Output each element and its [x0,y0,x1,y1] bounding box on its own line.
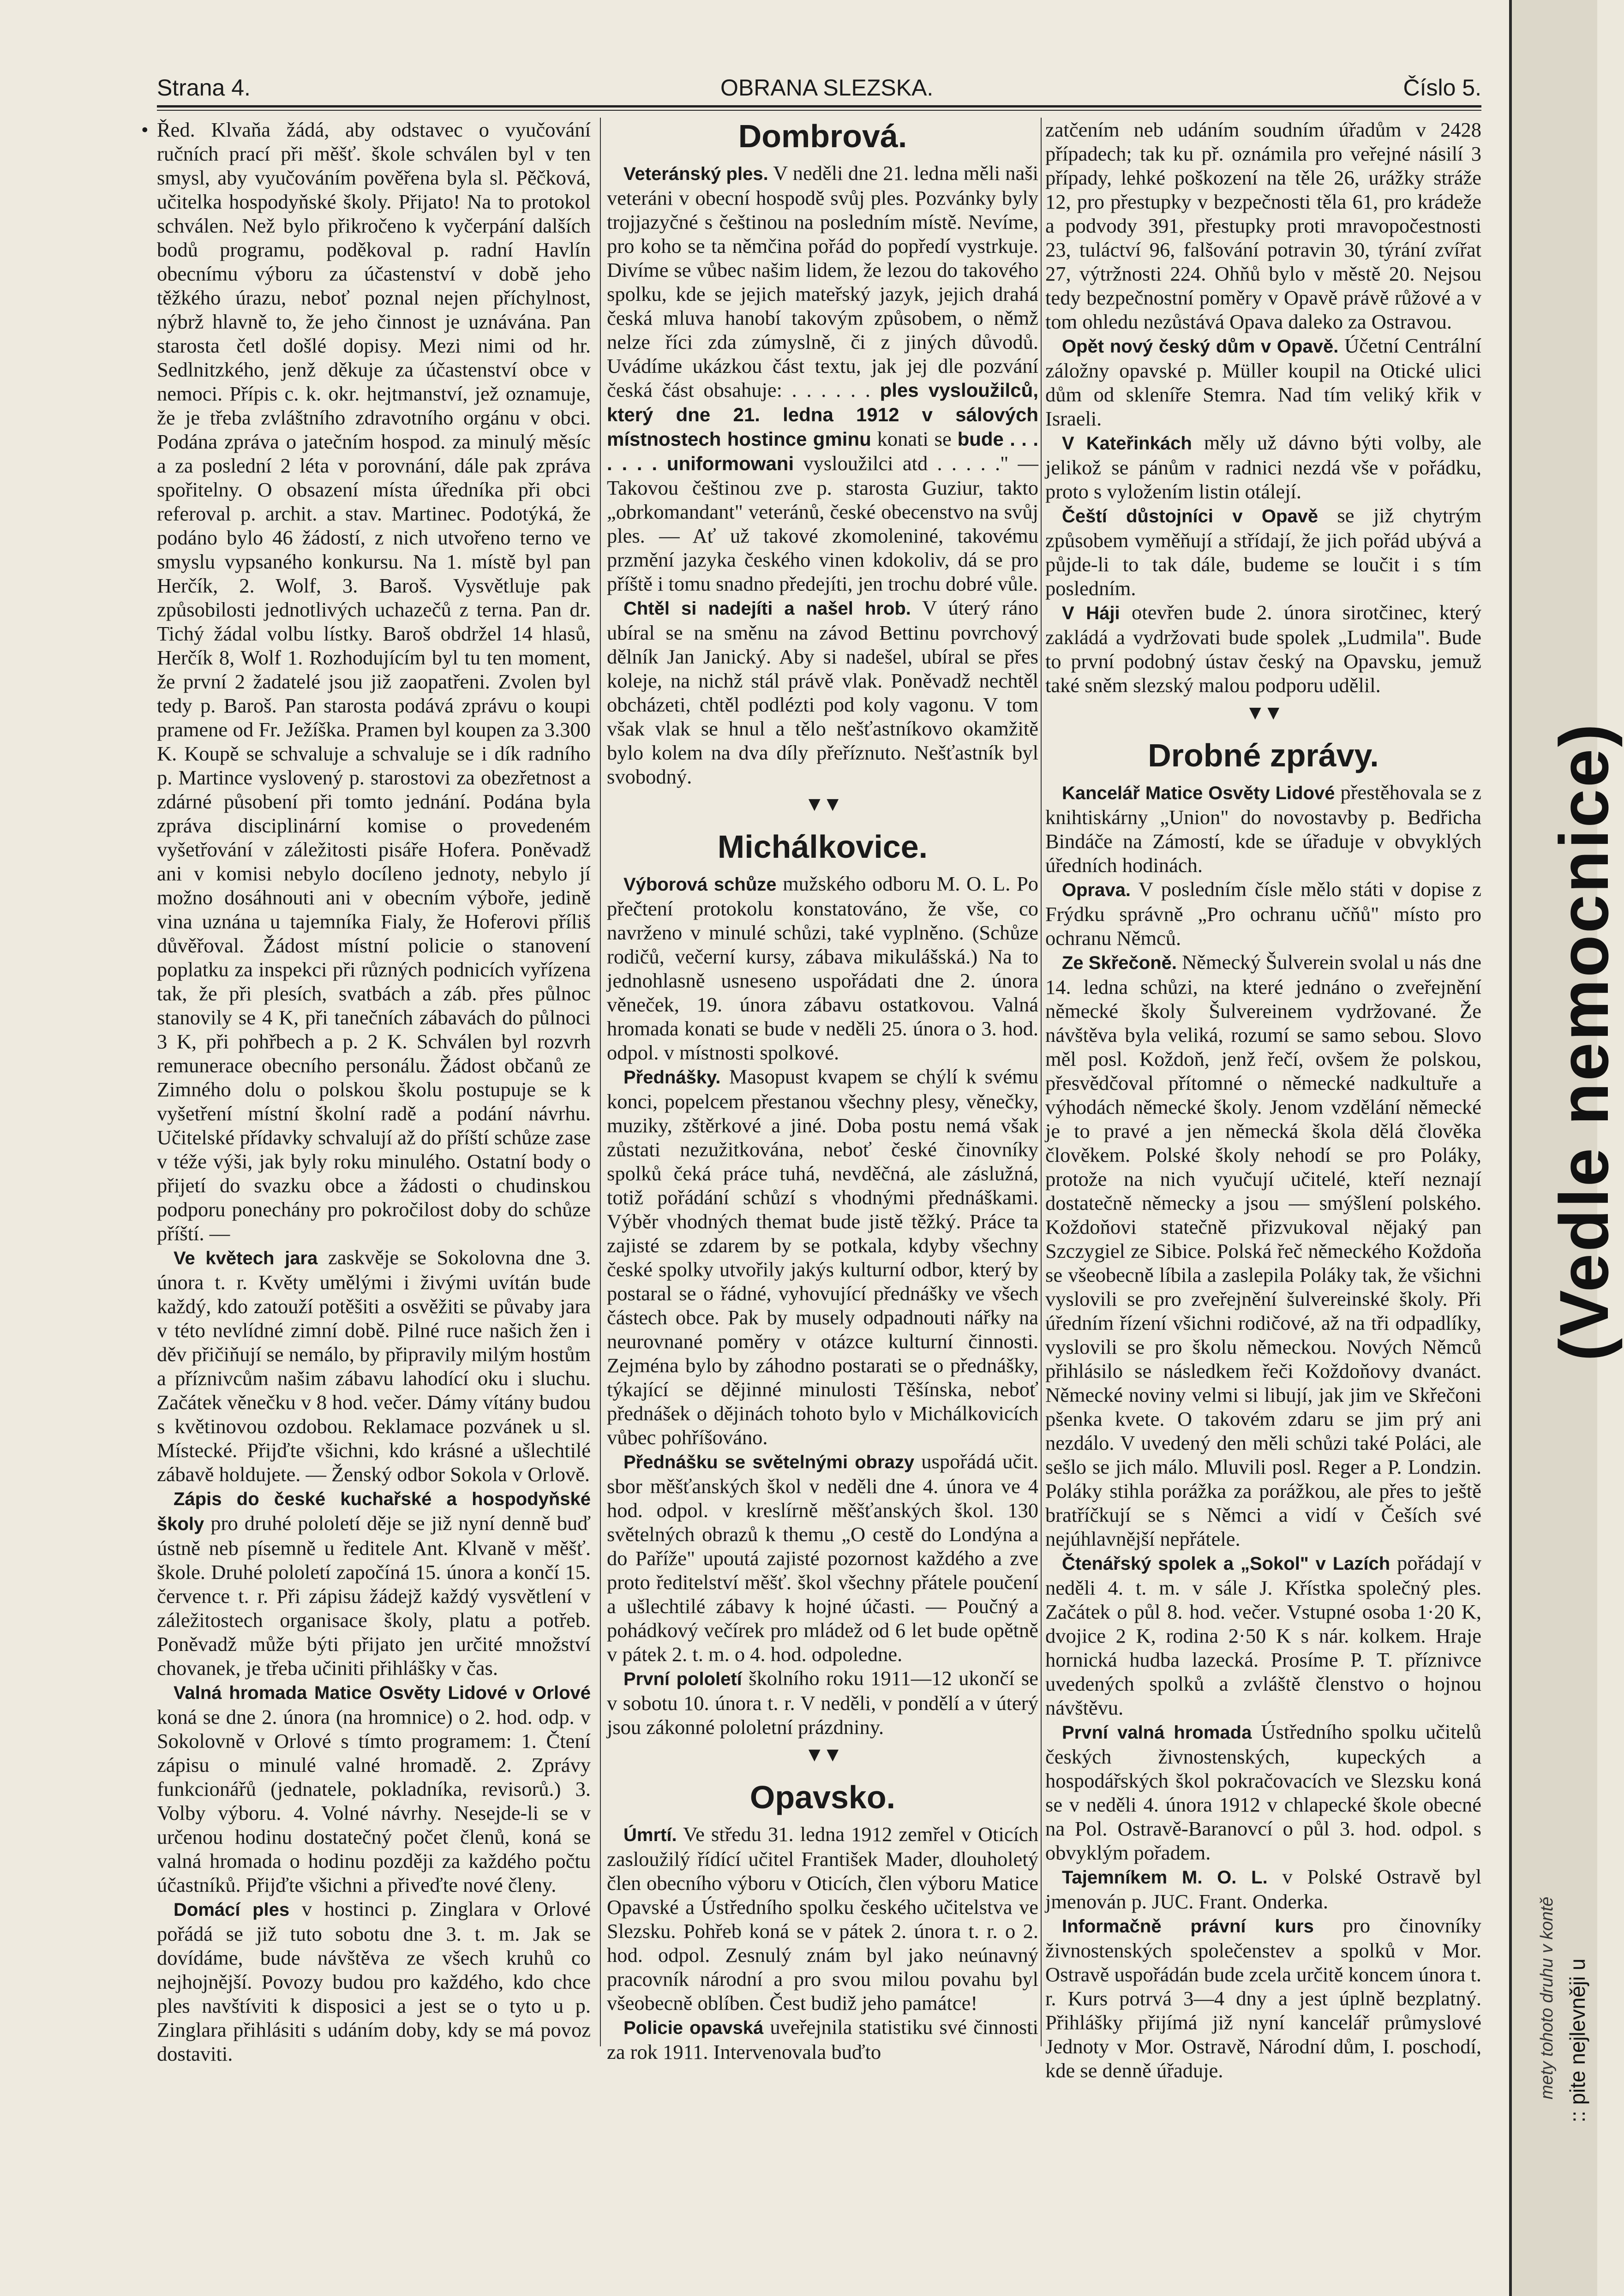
paragraph-text: otevřen bude 2. února sirotčinec, který zakládá a vydržovati bude spolek „Ludmila". Bude to první podobný ústav český na Opavsku, jemuž také sněm slezský malou podporu udělil. [1045,601,1482,697]
paragraph-skrecon [1045,950,1481,1551]
paragraph-committee [607,872,1038,1064]
article-orlova-council [141,118,591,1245]
ornament-divider: ▼▼ [804,1743,841,1766]
paragraph-text: v Polské Ostravě byl jmenován p. JUC. Frant. Onderka. [1045,1865,1481,1913]
paragraph-text: uspořádá učit. sbor měšťanských škol v neděli dne 4. února ve 4 hod. odpol. v kreslírně měšťanských škol. 130 světelných obrazů k themu „O cestě do Londýna a do Paříže" upoutá zajisté pozornost každého a zve proto ředitelství měšť. škol všechny přátele poučení a ušlechtilé zábavy k hojné účasti. — Poučný a pohádkový večírek pro mládež od 6 let bude opětně v pátek 2. t. m. o 4. hod. odpoledne. [607,1450,1038,1666]
column-divider-1 [600,118,601,2046]
paragraph-general-meeting [157,1680,591,1897]
section-heading-short-news: Drobné zprávy. [1148,737,1379,773]
page-number-label: Strana 4. [157,75,251,101]
paragraph-text: pořádají v neděli 4. t. m. v sále J. Křístka společný ples. Začátek o půl 8. hod. večer. Vstupné osoba 1·20 K, dvojice 2 K, rodina 2·50 K s nár. kolkem. Hraje hornická hudba lazecká. Prosíme P. T. příznivce uvedených spolků a zvláště členstvo o hojnou návštěvu. [1045,1551,1481,1719]
paragraph-text: zaskvěje se Sokolovna dne 3. února t. r. Květy umělými i živými uvítán bude každý, kdo zatouží potěšiti a osvěžiti se půvaby jara v této nevlídné zimní době. Pilné ruce našich žen i děv přičiňují se nemálo, by připravily milým hostům a příznivcům našim zábavu lahodící oku i sluchu. Začátek věnečku v 8 hod. večer. Dámy vítány budou s květinovou ozdobou. Reklamace pozvánek u sl. Místecké. Přijďte všichni, kdo krásné a ušlechtilé zábavě holdujete. — Ženský odbor Sokola v Orlově. [157,1246,591,1486]
paragraph-text: Ústředního spolku učitelů českých živnostenských, kupeckých a hospodářských škol pokračovacích ve Slezsku koná se v neděli 4. února 1912 v chlapecké škole obecné na Pol. Ostravě-Baranovcí o půl 3. hod. odpol. s obvyklým pořadem. [1045,1720,1481,1864]
paragraph-slide-lecture [607,1449,1038,1666]
paragraph-text: V posledním čísle mělo státi v dopise z Frýdku správně „Pro ochranu učňů" místo pro ochranu Němců. [1045,878,1481,950]
paragraph-katerinky [1045,430,1481,503]
paragraph-text: Masopust kvapem se chýlí k svému konci, popelcem přestanou všechny plesy, věnečky, muziky, zštěrkové a jiné. Doba postu nemá však zůstati nezužitkována, neboť české činovníky spolků čeká práce tuhá, nevděčná, ale záslužná, totiž pořádání schůzí s vhodnými přednáškami. Výběr vhodných themat bude jistě těžký. Práce ta zajisté se zdarem by se potkala, kdyby všechny české spolky utvořily jakýs kulturní odbor, který by postaral se o řádné, vyhovující přednášky ve všech částech obce. Pak by musely odpadnouti nářky na neurovnané poměry v otázce kulturní činnosti. Zejména bylo by záhodno postarati se o přednášky, týkající se dějinné minulosti Těšínska, neboť přednášek o dějinách tohoto bylo v Michálkovicích vůbec pohříšováno. [607,1065,1038,1449]
lead-heading: Informačně právní kurs [1062,1916,1314,1937]
paragraph-new-czech-house [1045,334,1481,430]
paragraph-police-continued: zatčením neb udáním soudním úřadům v 2428 případech; tak ku př. oznámila pro veřejné násilí 3 případy, lehké poškození na těle 26, urážky stráže 12, pro přestupky v bezpečnosti těla 61, pro krádeže a podvody 391, přestupky proti mravopočestnosti 23, tuláctví 96, falšování potravin 30, týrání zvířat 27, výtržnosti 224. Ohňů bylo v městě 20. Nejsou tedy bezpečnostní poměry v Opavě právě růžové a v tom ohledu nezůstává Opava daleko za Ostravou. [1045,118,1481,333]
quoted-bold-text: ples vysloužilců, který dne 21. ledna 1912 v sálových místnostech hostince gminu [607,379,1038,450]
paragraph-czech-officers [1045,503,1481,600]
paragraph-veteran-ball [607,161,1038,596]
header-rule [157,105,1481,108]
paragraph-text: v hostinci p. Zinglara v Orlové pořádá se již tuto sobotu dne 3. t. m. Jak se dovídáme, bude návštěva ze všech kruhů co nejhojnější. Povozy budou pro každého, kdo chce ples navštíviti k disposici a jest se o tyto u p. Zinglara přihlásiti s udáním doby, kdy se má povoz dostaviti. [157,1897,591,2065]
strip-advert-text: (Vedle nemocnice) [1545,722,1623,1361]
bullet-mark: • [141,118,149,141]
lead-heading: V Háji [1062,603,1120,623]
paragraph-obituary [607,1822,1038,2015]
paragraph-text: konati se [871,427,958,450]
lead-heading: Ze Skřečoně. [1062,953,1177,973]
paragraph: Řed. Klvaňa žádá, aby odstavec o vyučování ručních prací při měšť. škole schválen byl v ten smysl, aby vyučováním pověřena byla sl. Pěčková, učitelka hospodyňské školy. Přijato! Na to protokol schválen. Než bylo přikročeno k vyčerpání dalších bodů programu, poděkoval p. radní Havlín obecnímu výboru za účastenství v době jeho těžkého úrazu, neboť poznal nejen příchylnost, nýbrž hlavně to, že jeho činnost je uznávána. Pan starosta četl došlé dopisy. Mezi nimi od hr. Sedlnitzkého, jenž děkuje za účastenství obce v nemoci. Přípis c. k. okr. hejtmanství, jež oznamuje, že je třeba zvláštního zdravotního orgánu v obci. Podána zpráva o jatečním hospod. za minulý měsíc a za poslední 2 léta v porovnání, dále pak zpráva spořitelny. O obsazení místa úředníka při obci referoval p. archit. a stav. Martinec. Podotýká, že podáno bylo 46 žádostí, z nich utvořeno terno ve smyslu vypsaného konkursu. Na 1. místě byl pan Herčík, 2. Wolf, 3. Baroš. Vysvětluje pak způsobilosti jednotlivých uchazečů z terna. Pan dr. Tichý žádal volbu lístky. Baroš obdržel 14 hlasů, Herčík 8, Wolf 1. Rozhodujícím byl tu ten moment, že první 2 žadatelé jsou již zaopatřeni. Zvolen byl tedy p. Baroš. Pan starosta podává zprávu o koupi pramene od Fr. Ježíška. Pramen byl koupen za 3.300 K. Koupě se schvaluje a schvaluje se i dík radního p. Martince vyslovený p. starostovi za obezřetnost a zdárné působení při tomto jednání. Podána byla zpráva disciplinární komise o provedeném vyšetřování v záležitosti pisáře Hofera. Poněvadž ani v komisi nebylo docíleno jednoty, nebylo jí možno dosáhnouti ani v obecním výboře, jedině vina uznána u tajemníka Fialy, že Hoferovi příliš důvěřoval. Žádost místní policie o stanovení poplatku za inspekci při různých podnicích vyřízena tak, že při plesích, svatbách a záb. přes půlnoc stanovily se 4 K, při tanečních zábavách do půlnoci 3 K, při pohřbech a p. 2 K. Schválen byl rozvrh remunerace obecního personálu. Žádost občanů ze Zimného dolu o polskou školu postupuje se k vyšetření místní školní radě a podání návrhu. Učitelské přídavky schvalují až do příští schůze zase v téže výši, jak byly roku minulého. Ostatní body o přijetí do svazku obce a žádosti o chudinskou podporu ponechány pro pokročilost doby do schůze příští. — [157,118,591,1245]
column-3 [1045,118,1482,2082]
paragraph-text: uveřejnila statistiku své činnosti za rok 1911. Intervenovala buďto [607,2015,1038,2063]
paragraph-cooking-school [157,1486,591,1680]
lead-heading: Přednášky. [623,1067,721,1088]
paragraph-teachers-meeting [1045,1720,1481,1865]
lead-heading: Výborová schůze [623,874,777,895]
section-heading-dombrova: Dombrová. [738,118,907,154]
page-header [157,69,1481,106]
lead-heading: Chtěl si nadejíti a našel hrob. [623,598,911,619]
paragraph-text: měly už dávno býti volby, ale jelikož se pánům v radnici nezdá vše v pořádku, proto s vyložením listin otálejí. [1045,431,1481,503]
paragraph-text: přestěhovala se z knihtiskárny „Union" do novostavby p. Bedřicha Bindáče na Zámostí, kde se úřaduje v obvyklých úředních hodinách. [1045,781,1481,877]
lead-heading: Přednášku se světelnými obrazy [623,1452,915,1472]
paragraph-office-move [1045,780,1481,877]
paragraph-text: pro druhé pololetí děje se již nyní denně buď ústně neb písemně u ředitele Ant. Klvaně v měšť. škole. Druhé pololetí započíná 15. února a končí 15. července t. r. Při zápisu žádejž každý vysvětlení v záležitostech organisace školy, platu a potřeb. Poněvadž může býti přijato jen určité množství chovanek, je třeba učiniti přihlášky v čas. [157,1512,591,1680]
lead-heading: Úmrtí. [623,1825,677,1845]
paragraph-text: se již chytrým způsobem vyměňují a střídají, že jich pořád ubývá a půjde-li to tak dále, budeme se loučit i s tím posledním. [1045,504,1481,600]
lead-heading: Čeští důstojníci v Opavě [1062,506,1318,526]
paragraph-legal-course [1045,1913,1481,2082]
paragraph-text: V úterý ráno ubíral se na směnu na závod Bettinu povrchový dělník Jan Janický. Aby si nadešel, ubíral se přes koleje, na nichž stál právě vlak. Poněvadž nechtěl obcházeti, chtěl podlézti pod koly vagonu. V tom však vlak se hnul a tělo nešťastníkovo okamžitě bylo kolem na dva díly přeříznuto. Nešťastník byl svobodný. [607,596,1038,788]
paragraph-haj-orphanage [1045,600,1481,697]
paragraph-text: mužského odboru M. O. L. Po přečtení protokolu konstatováno, že vše, co navrženo v minulé schůzi, také vyplněno. (Schůze rodičů, večerní kursy, zábava mikulášská.) Na to jednohlasně usneseno uspořádati dne 2. února věneček, 19. února zábavu ostatkovou. Valná hromada konati se bude v neděli 25. února o 3. hod. odpol. v místnosti spolkové. [607,872,1038,1064]
paragraph-first-semester [607,1666,1038,1739]
paragraph-home-ball [157,1897,591,2066]
paragraph-correction [1045,877,1481,950]
lead-heading: Zápis do české kuchařské a hospodyňské školy [157,1489,591,1534]
newspaper-title: OBRANA SLEZSKA. [720,75,934,101]
paragraph-secretary [1045,1865,1481,1913]
lead-heading: Opět nový český dům v Opavě. [1062,336,1339,357]
paragraph-text: pro činovníky živnostenských společenstev a spolků v Mor. Ostravě uspořádán bude zcela určitě koncem února t. r. Kurs potrvá 3—4 dny a jest úplně bezplatný. Přihlášky přijímá již nyní kancelář průmyslové Jednoty v Mor. Ostravě, Národní dům, I. poschodí, kde se denně úřaduje. [1045,1914,1481,2082]
lead-heading: Policie opavská [623,2018,764,2038]
paragraph-text: V neděli dne 21. ledna měli naši veteráni v obecní hospodě svůj ples. Pozvánky byly trojjazyčné s češtinou na posledním místě. Nevíme, pro koho se ta němčina pořád do popředí vystrkuje. Divíme se vůbec našim lidem, že lezou do takového spolku, kde se jejich mateřský jazyk, jejich drahá česká mluva hanobí takovým způsobem, o němž nelze říci zda zúmyslně, či z jiných důvodů. Uvádíme ukázkou část textu, jak jej dle pozvání česká část obsahuje: . . . . . . [607,161,1038,401]
lead-heading: Tajemníkem M. O. L. [1062,1867,1268,1888]
ornament-divider: ▼▼ [804,793,841,815]
lead-heading: Valná hromada Matice Osvěty Lidové v Orlové [174,1683,591,1703]
lead-heading: Ve květech jara [174,1248,318,1268]
section-heading-michalkovice: Michálkovice. [717,829,928,865]
paragraph-railway-accident [607,596,1038,789]
paragraph-text: vysloužilci atd . . . . ." — Takovou češtinou zve p. starosta Guziur, takto „obrkomandant" veteránů, české obecenstvo na svůj ples. — Ať už takové zkomoleniné, takovému przmění jazyka českého vinen kdokoliv, dá se pro příště i tomu snadno předejíti, jen trochu dobré vůle. [607,452,1038,595]
quoted-bold-text: bude . . . . . . . uniformowani [607,428,1038,474]
strip-advert-text-2: mety tohoto druhu v kontě [1537,1896,1557,2099]
lead-heading: Čtenářský spolek a „Sokol" v Lazích [1062,1554,1390,1574]
paragraph-lazy-ball [1045,1551,1481,1720]
adjacent-page-strip [1509,0,1623,2296]
paragraph-text: školního roku 1911—12 ukončí se v sobotu 10. února t. r. V neděli, v pondělí a v úterý jsou zákonné pololetní prázdniny. [607,1667,1038,1739]
lead-heading: Veteránský ples. [623,164,768,184]
lead-heading: V Kateřinkách [1062,433,1192,454]
issue-number-label: Číslo 5. [1403,75,1481,101]
column-divider-2 [1041,118,1042,2046]
paragraph-text: koná se dne 2. února (na hromnice) o 2. hod. odp. v Sokolovně v Orlové s tímto programem: 1. Čtení zápisu o minulé valné hromadě. 2. Zprávy funkcionářů (jednatele, pokladníka, revisorů.) 3. Volby výboru. 4. Volné návrhy. Nesejde-li se v určenou hodinu dostatečný počet členů, koná se valná hromada o hodinu později za každého počtu účastníků. Přijďte všichni a přiveďte nové členy. [157,1705,591,1896]
header-rule-thin [157,110,1481,111]
paragraph-text: Německý Šulverein svolal u nás dne 14. ledna schůzi, na které jednáno o zveřejnění německé školy Šulvereinem vydržované. Že návštěva byla veliká, rozumí se samo sebou. Slovo měl posl. Koždoň, jenž řečí, ovšem že polskou, přesvědčoval přítomné o německé nadkultuře a výhodách německé školy. Jenom vzdělání německé je to pravé a jen německá škola dělá člověka člověkem. Polské školy nehodí se pro Poláky, protože na nich vyučují učitelé, kteří neznají dostatečně německy a jsou — smýšlení polského. Koždoňovi statečně přizvukoval nějaký pan Szczygiel ze Sibice. Polská řeč německého Koždoňa se všeobecně líbila a zaslepila Poláky tak, že všichni vyslovili se pro zveřejnění šulvereinské školy. Při úředním řízení všichni rodičové, až na tři odpadlíky, vyslovili se pro školu německou. Nových Němců přihlásilo se následkem řeči Koždoňovy dvanáct. Německé noviny velmi si libují, jak jim ve Skřečoni pšenka kvete. O takovém zdaru se jim prý ani nezdálo. V uvedený den měli schůzi také Poláci, ale sešlo se jich málo. Mluvili posl. Reger a P. Londzin. Poláky stihla porážka za porážkou, ale přes to ještě bratříčkují se s Němci a vidí v Češích své nejúhlavnější nepřátele. [1045,951,1481,1550]
lead-heading: První pololetí [623,1669,742,1689]
lead-heading: První valná hromada [1062,1722,1252,1743]
paragraph-lectures [607,1064,1038,1449]
paragraph-police-statistics [607,2015,1038,2064]
paragraph-text: Účetní Centrální záložny opavské p. Müller koupil na Otické ulici dům od skleníře Stemra. Nad tím veliký křik v Israeli. [1045,334,1481,430]
lead-heading: Domácí ples [174,1900,290,1920]
column-1 [141,118,591,2065]
ornament-divider: ▼▼ [1245,701,1282,724]
lead-heading: Oprava. [1062,880,1131,900]
column-2 [607,118,1038,2063]
section-heading-opavsko: Opavsko. [749,1779,896,1815]
lead-heading: Kancelář Matice Osvěty Lidové [1062,783,1335,803]
paragraph-text: Ve středu 31. ledna 1912 zemřel v Oticích zasloužilý řídící učitel František Mader, dlouholetý člen obecního výboru v Oticích, člen výboru Matice Opavské a Ústředního spolku českého učitelstva ve Slezsku. Pohřeb koná se v pátek 2. února t. r. o 2. hod. odpol. Zesnulý znám byl jako neúnavný pracovník národní a pro svou milou povahu byl všeobecně oblíben. Čest budiž jeho památce! [607,1823,1038,2015]
paragraph-sokol-spring [157,1245,591,1486]
strip-advert-text-3: :: pite nejlevněji u [1565,1958,1589,2123]
